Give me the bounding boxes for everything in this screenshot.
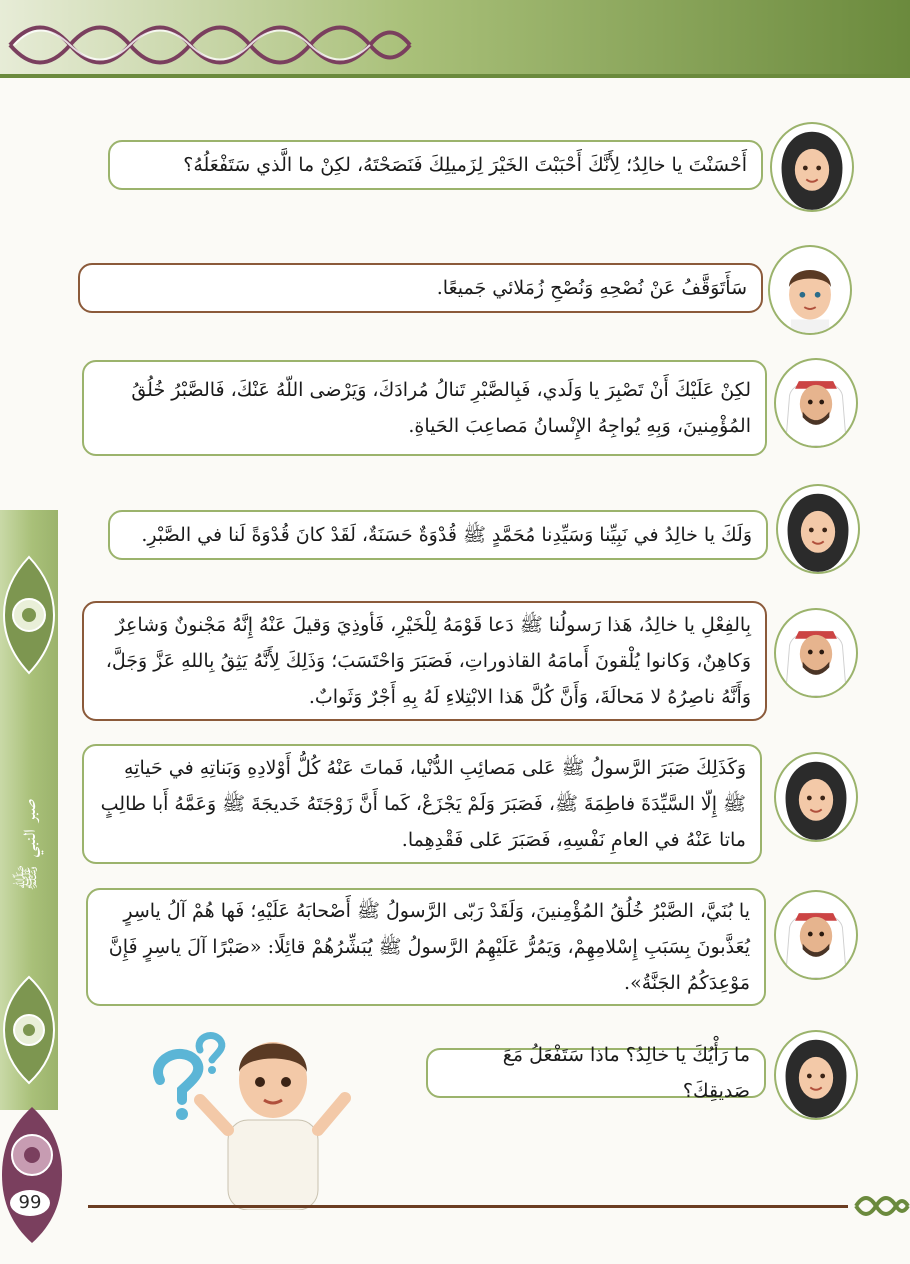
top-banner: [0, 0, 910, 80]
thinking-boy-illustration: [140, 1020, 380, 1210]
bubble-text-1: أَحْسَنْتَ يا خالِدُ؛ لِأَنَّكَ أَحْبَبْتَ الخَيْرَ لِزَميلِكَ فَنَصَحْتَهُ، لكِنْ ما الَّذي سَتَفْعَلُهُ؟: [183, 154, 747, 176]
bubble-text-2: سَأَتَوَقَّفُ عَنْ نُصْحِهِ وَنُصْحِ زُمَلائي جَميعًا.: [436, 277, 747, 299]
speech-bubble-6: [82, 744, 762, 864]
speech-bubble-7: [86, 888, 766, 1006]
mother-avatar-icon: [776, 484, 860, 574]
mother-avatar-icon: [774, 1030, 858, 1120]
father-avatar-icon: [774, 608, 858, 698]
father-avatar-icon: [774, 358, 858, 448]
medallion-bottom-icon: [2, 975, 56, 1085]
speech-bubble-3: [82, 360, 767, 456]
mother-avatar-icon: [770, 122, 854, 212]
bubble-text-3: لكِنْ عَلَيْكَ أَنْ تَصْبِرَ يا وَلَدي، فَبِالصَّبْرِ تَنالُ مُرادَكَ، وَيَرْضى اللّهُ عَنْكَ، فَالصَّبْرُ خُلُقُ المُؤْمِنينَ، وَبِهِ يُواجِهُ الإِنْسانُ مَصاعِبَ الحَياةِ.: [131, 379, 751, 437]
page-badge-icon: [0, 1105, 64, 1245]
corner-ornament-icon: [852, 1186, 910, 1226]
bubble-text-7: يا بُنَيَّ، الصَّبْرُ خُلُقُ المُؤْمِنينَ، وَلَقَدْ رَبّى الرَّسولُ ﷺ أَصْحابَهُ عَلَيْهِ؛ فَها هُمْ آلُ ياسِرٍ يُعَذَّبونَ بِسَبَبِ إِسْلامِهِمْ، وَيَمُرُّ عَلَيْهِمُ الرَّسولُ ﷺ يُبَشِّرُهُمْ قائِلًا: «صَبْرًا آلَ ياسِرٍ فَإِنَّ مَوْعِدَكُمُ الجَنَّةُ».: [108, 900, 750, 994]
speech-bubble-4: [108, 510, 768, 560]
page-number: 99: [18, 1192, 42, 1213]
side-title: صبر النبي ﷺ: [16, 798, 41, 892]
speech-bubble-1: [108, 140, 763, 190]
bottom-divider: [88, 1205, 848, 1208]
father-avatar-icon: [774, 890, 858, 980]
speech-bubble-2: [78, 263, 763, 313]
mother-avatar-icon: [774, 752, 858, 842]
bubble-text-5: بِالفِعْلِ يا خالِدُ، هَذا رَسولُنا ﷺ دَعا قَوْمَهُ لِلْخَيْرِ، فَأوذِيَ وَقيلَ عَنْهُ إِنَّهُ مَجْنونٌ وَشاعِرٌ وَكاهِنٌ، وَكانوا يُلْقونَ أَمامَهُ القاذوراتِ، فَصَبَرَ وَاحْتَسَبَ؛ وَذَلِكَ لِأَنَّهُ يَثِقُ بِاللهِ عَزَّ وَجَلَّ، وَأَنَّهُ ناصِرُهُ لا مَحالَةَ، وَأَنَّ كُلَّ هَذا الابْتِلاءِ لَهُ بِهِ أَجْرٌ وَثَوابٌ.: [105, 614, 751, 708]
boy-avatar-icon: [768, 245, 852, 335]
medallion-top-icon: [2, 555, 56, 675]
speech-bubble-5: [82, 601, 767, 721]
bubble-text-4: وَلَكَ يا خالِدُ في نَبِيِّنا وَسَيِّدِنا مُحَمَّدٍ ﷺ قُدْوَةٌ حَسَنَةٌ، لَقَدْ كانَ قُدْوَةً لَنا في الصَّبْرِ.: [141, 524, 752, 546]
bubble-text-6: وَكَذَلِكَ صَبَرَ الرَّسولُ ﷺ عَلى مَصائِبِ الدُّنْيا، فَماتَ عَنْهُ كُلُّ أَوْلادِهِ وَبَناتِهِ في حَياتِهِ ﷺ إِلّا السَّيِّدَةَ فاطِمَةَ ﷺ، فَصَبَرَ وَلَمْ يَجْزَعْ، كَما أَنَّ زَوْجَتَهُ خَديجَةَ ﷺ وَعَمَّهُ أَبا طالِبٍ ماتا عَنْهُ في العامِ نَفْسِهِ، فَصَبَرَ عَلى فَقْدِهِما.: [100, 757, 746, 851]
bubble-text-8: ما رَأْيُكَ يا خالِدُ؟ ماذا سَتَفْعَلُ مَعَ صَديقِكَ؟: [502, 1044, 750, 1102]
speech-bubble-8: [426, 1044, 766, 1102]
